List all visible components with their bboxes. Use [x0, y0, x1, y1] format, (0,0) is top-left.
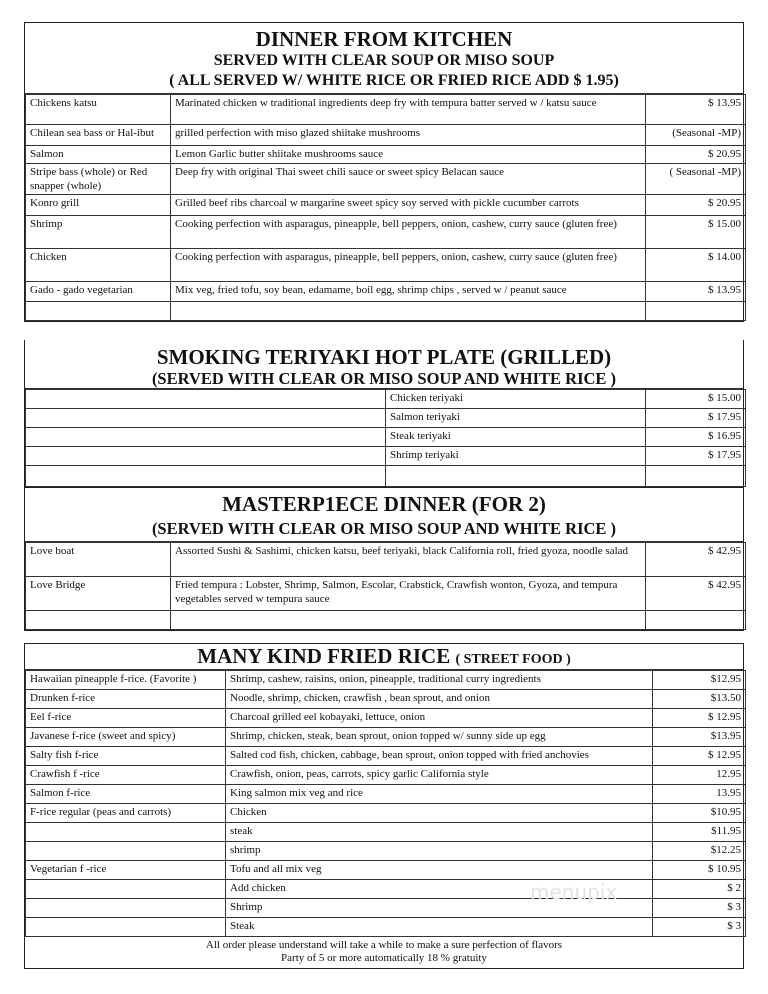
item-name: Eel f-rice — [26, 709, 226, 728]
item-price: $ 15.00 — [646, 216, 746, 249]
item-price: $ 15.00 — [646, 390, 746, 409]
item-name: Vegetarian f -rice — [26, 861, 226, 880]
masterpiece-table — [25, 542, 746, 630]
masterpiece-header — [25, 488, 743, 542]
dinner-rice-note: ( ALL SERVED W/ WHITE RICE OR FRIED RICE ADD $ 1.95) — [169, 72, 619, 89]
menu-row — [26, 125, 746, 146]
item-description: Grilled beef ribs charcoal w margarine sweet spicy soy served with pickle cucumber carrots — [171, 195, 646, 216]
blank-cell — [26, 390, 386, 409]
menu-row — [26, 766, 746, 785]
item-description: Mix veg, fried tofu, soy bean, edamame, boil egg, shrimp chips , served w / peanut sauce — [171, 282, 646, 302]
item-price: $10.95 — [653, 804, 746, 823]
teriyaki-section — [24, 340, 744, 488]
blank-cell — [26, 466, 386, 487]
menu-row — [26, 804, 746, 823]
menu-row — [26, 249, 746, 282]
dinner-title: DINNER FROM KITCHEN — [255, 27, 513, 51]
teriyaki-header — [25, 340, 743, 389]
item-description: Charcoal grilled eel kobayaki, lettuce, onion — [226, 709, 653, 728]
menu-row — [26, 282, 746, 302]
menu-row — [26, 823, 746, 842]
dinner-section — [24, 22, 744, 322]
dinner-subtitle: SERVED WITH CLEAR SOUP OR MISO SOUP — [213, 52, 555, 69]
item-name: Salty fish f-rice — [26, 747, 226, 766]
item-price: $ 42.95 — [646, 577, 746, 611]
menu-row — [26, 671, 746, 690]
item-name: Love boat — [26, 543, 171, 577]
item-description: Shrimp, cashew, raisins, onion, pineapple, traditional curry ingredients — [226, 671, 653, 690]
blank-cell — [646, 466, 746, 487]
item-name: Konro grill — [26, 195, 171, 216]
footer-notes — [25, 937, 743, 968]
item-price: $12.95 — [653, 671, 746, 690]
menu-row — [26, 195, 746, 216]
menu-row — [26, 690, 746, 709]
item-description: Cooking perfection with asparagus, pineapple, bell peppers, onion, cashew, curry sauce (gluten free) — [171, 216, 646, 249]
fried-rice-title-sub: ( STREET FOOD ) — [455, 652, 571, 667]
teriyaki-title: SMOKING TERIYAKI HOT PLATE (GRILLED) — [156, 345, 612, 369]
menu-row — [26, 447, 746, 466]
menu-row — [26, 390, 746, 409]
menu-row — [26, 543, 746, 577]
item-description: Chicken — [226, 804, 653, 823]
item-price: $12.25 — [653, 842, 746, 861]
item-name: Shrimp — [26, 216, 171, 249]
blank-cell — [26, 428, 386, 447]
dinner-header — [25, 23, 743, 94]
item-description: Lemon Garlic butter shiitake mushrooms sauce — [171, 146, 646, 164]
item-price: ( Seasonal -MP) — [646, 164, 746, 195]
item-price: $13.95 — [653, 728, 746, 747]
item-name: Chickens katsu — [26, 95, 171, 125]
blank-cell — [26, 611, 171, 630]
item-name — [26, 842, 226, 861]
item-description: Crawfish, onion, peas, carrots, spicy garlic California style — [226, 766, 653, 785]
menu-row — [26, 842, 746, 861]
item-name: F-rice regular (peas and carrots) — [26, 804, 226, 823]
menu-row — [26, 577, 746, 611]
watermark: menupix — [530, 880, 618, 904]
item-description: Deep fry with original Thai sweet chili sauce or sweet spicy Belacan sauce — [171, 164, 646, 195]
dinner-table — [25, 94, 746, 321]
blank-cell — [386, 466, 646, 487]
item-price: $ 20.95 — [646, 146, 746, 164]
item-price: $ 13.95 — [646, 95, 746, 125]
item-price: $ 17.95 — [646, 447, 746, 466]
fried-rice-title: MANY KIND FRIED RICE — [197, 644, 451, 668]
masterpiece-section — [24, 488, 744, 631]
item-name: Hawaiian pineapple f-rice. (Favorite ) — [26, 671, 226, 690]
item-name: Chilean sea bass or Hal-ibut — [26, 125, 171, 146]
item-description: steak — [226, 823, 653, 842]
fried-rice-header — [25, 644, 743, 670]
item-price: $ 42.95 — [646, 543, 746, 577]
blank-cell — [171, 302, 646, 321]
item-price: $ 3 — [653, 899, 746, 918]
blank-row — [26, 611, 746, 630]
menu-row — [26, 747, 746, 766]
item-name: Love Bridge — [26, 577, 171, 611]
fried-rice-section — [24, 643, 744, 969]
menu-row — [26, 918, 746, 937]
menu-row — [26, 428, 746, 447]
item-name: Gado - gado vegetarian — [26, 282, 171, 302]
menu-row — [26, 409, 746, 428]
item-price: $ 2 — [653, 880, 746, 899]
footer-note-gratuity: Party of 5 or more automatically 18 % gratuity — [281, 952, 487, 964]
menu-row — [26, 861, 746, 880]
menu-row — [26, 164, 746, 195]
item-price: $11.95 — [653, 823, 746, 842]
footer-note-wait: All order please understand will take a while to make a sure perfection of flavors — [205, 939, 563, 951]
item-description: Shrimp, chicken, steak, bean sprout, onion topped w/ sunny side up egg — [226, 728, 653, 747]
item-name: Javanese f-rice (sweet and spicy) — [26, 728, 226, 747]
item-price: 13.95 — [653, 785, 746, 804]
blank-cell — [646, 302, 746, 321]
item-name — [26, 823, 226, 842]
item-name: Stripe bass (whole) or Red snapper (whole) — [26, 164, 171, 195]
item-name: Chicken teriyaki — [386, 390, 646, 409]
item-price: (Seasonal -MP) — [646, 125, 746, 146]
blank-cell — [646, 611, 746, 630]
item-name — [26, 899, 226, 918]
menu-row — [26, 728, 746, 747]
item-name: Salmon f-rice — [26, 785, 226, 804]
menu-row — [26, 216, 746, 249]
item-description: Tofu and all mix veg — [226, 861, 653, 880]
menu-row — [26, 146, 746, 164]
item-name: Steak teriyaki — [386, 428, 646, 447]
item-name: Salmon teriyaki — [386, 409, 646, 428]
item-price: 12.95 — [653, 766, 746, 785]
item-description: Assorted Sushi & Sashimi, chicken katsu, beef teriyaki, black California roll, fried gyoza, noodle salad — [171, 543, 646, 577]
item-description: Noodle, shrimp, chicken, crawfish , bean sprout, and onion — [226, 690, 653, 709]
item-price: $ 14.00 — [646, 249, 746, 282]
item-description: Fried tempura : Lobster, Shrimp, Salmon, Escolar, Crabstick, Crawfish wonton, Gyoza, and tempura vegetables served w tempura sauce — [171, 577, 646, 611]
item-description: King salmon mix veg and rice — [226, 785, 653, 804]
masterpiece-subtitle: (SERVED WITH CLEAR OR MISO SOUP AND WHITE RICE ) — [151, 519, 617, 538]
item-description: Add chicken — [226, 880, 653, 899]
item-price: $ 16.95 — [646, 428, 746, 447]
item-description: shrimp — [226, 842, 653, 861]
menu-row — [26, 785, 746, 804]
item-description: Salted cod fish, chicken, cabbage, bean sprout, onion topped with fried anchovies — [226, 747, 653, 766]
item-description: grilled perfection with miso glazed shiitake mushrooms — [171, 125, 646, 146]
item-price: $ 10.95 — [653, 861, 746, 880]
menu-row — [26, 709, 746, 728]
item-price: $13.50 — [653, 690, 746, 709]
fried-rice-title-line — [25, 644, 743, 672]
blank-row — [26, 466, 746, 487]
item-price: $ 13.95 — [646, 282, 746, 302]
item-name: Crawfish f -rice — [26, 766, 226, 785]
item-description: Marinated chicken w traditional ingredients deep fry with tempura batter served w / katsu sauce — [171, 95, 646, 125]
blank-cell — [171, 611, 646, 630]
item-description: Steak — [226, 918, 653, 937]
teriyaki-table — [25, 389, 746, 487]
item-name — [26, 880, 226, 899]
blank-cell — [26, 409, 386, 428]
menu-row — [26, 95, 746, 125]
teriyaki-subtitle: (SERVED WITH CLEAR OR MISO SOUP AND WHITE RICE ) — [151, 369, 617, 388]
item-price: $ 17.95 — [646, 409, 746, 428]
blank-cell — [26, 302, 171, 321]
item-price: $ 3 — [653, 918, 746, 937]
item-description: Shrimp — [226, 899, 653, 918]
item-name: Drunken f-rice — [26, 690, 226, 709]
masterpiece-title: MASTERP1ECE DINNER (FOR 2) — [222, 492, 546, 516]
blank-cell — [26, 447, 386, 466]
item-description: Cooking perfection with asparagus, pineapple, bell peppers, onion, cashew, curry sauce (gluten free) — [171, 249, 646, 282]
item-name — [26, 918, 226, 937]
item-name: Chicken — [26, 249, 171, 282]
item-price: $ 20.95 — [646, 195, 746, 216]
item-price: $ 12.95 — [653, 709, 746, 728]
item-name: Shrimp teriyaki — [386, 447, 646, 466]
item-price: $ 12.95 — [653, 747, 746, 766]
blank-row — [26, 302, 746, 321]
item-name: Salmon — [26, 146, 171, 164]
